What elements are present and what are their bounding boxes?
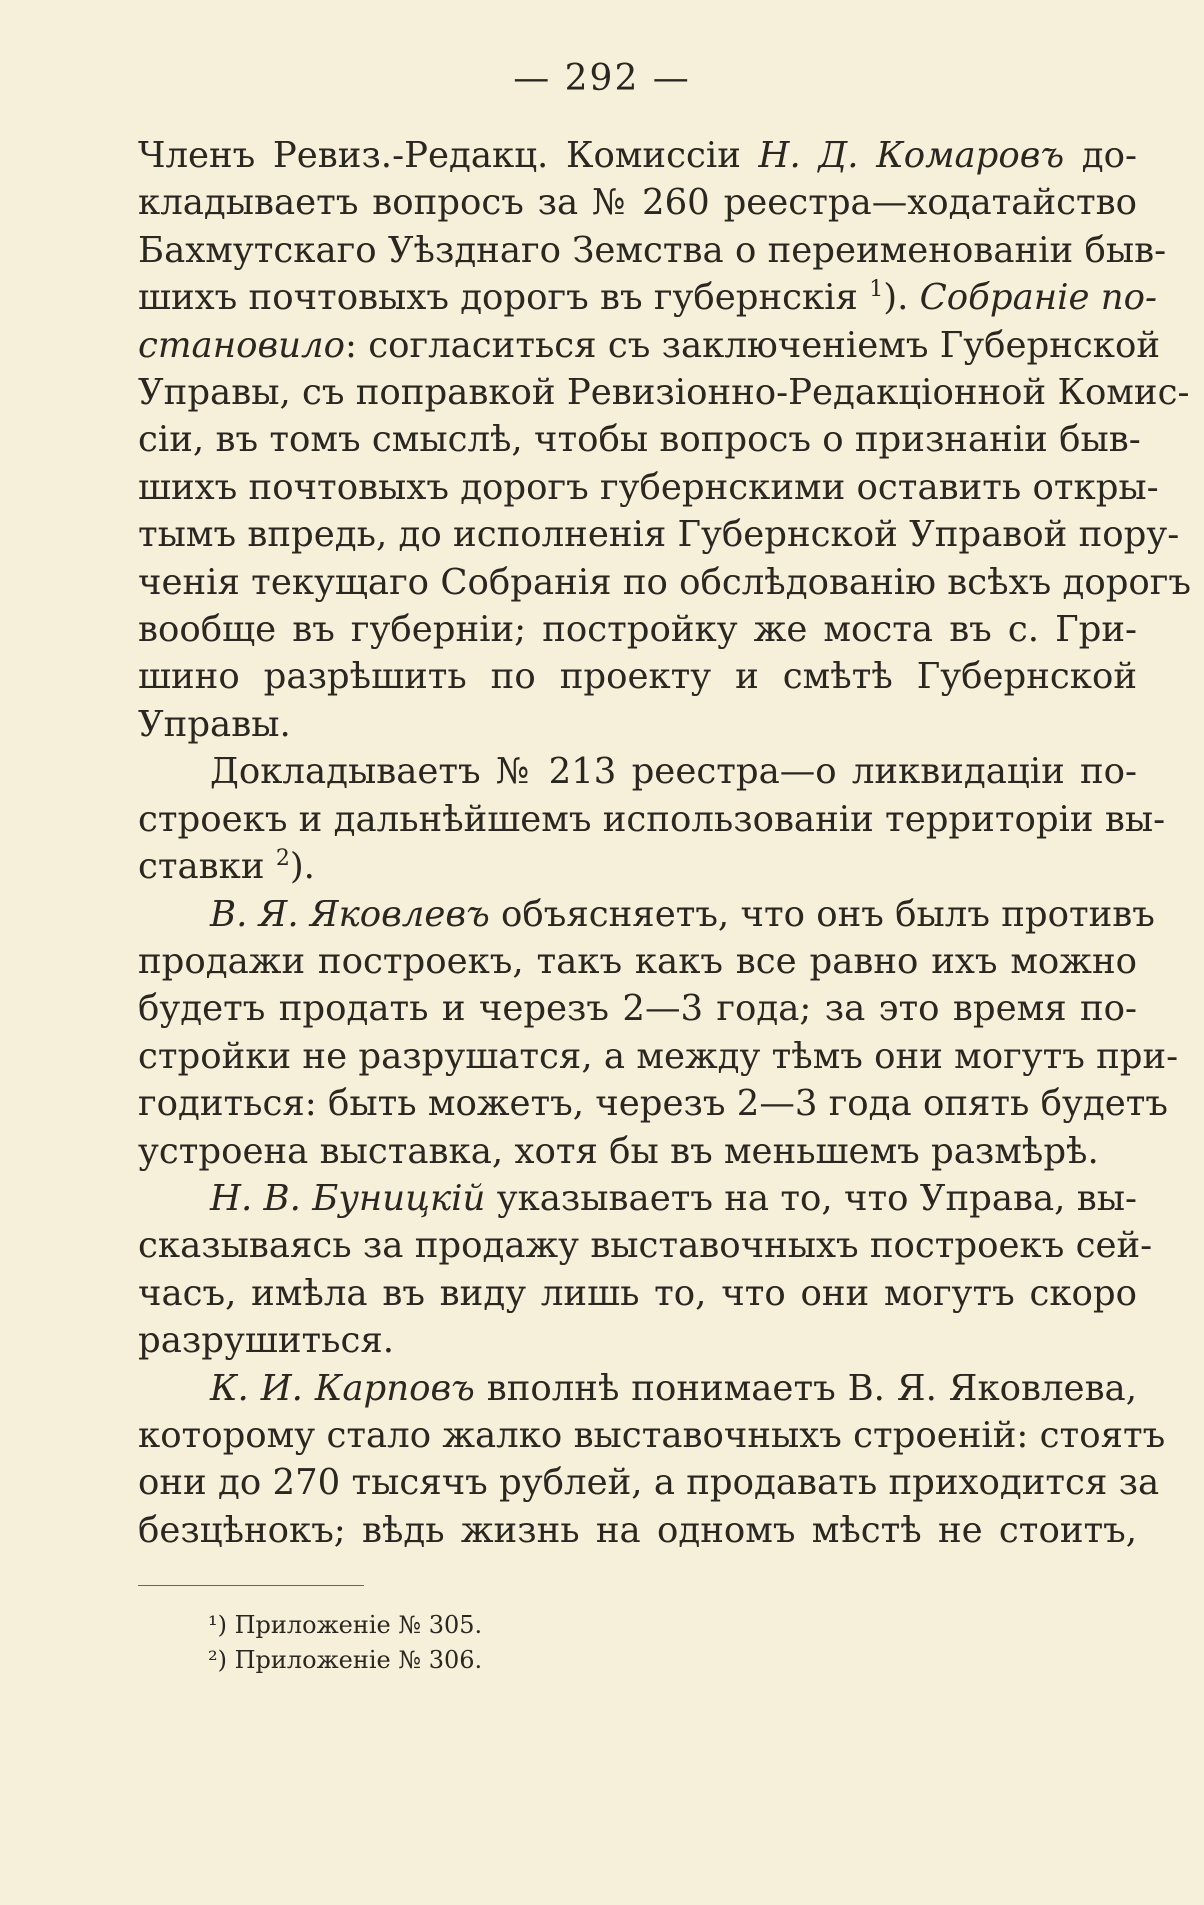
text-line <box>138 416 1141 463</box>
text-line <box>138 1270 1137 1317</box>
text-segment: : согласиться съ заключеніемъ Губернской <box>344 324 1161 366</box>
text-segment: годиться: быть можетъ, черезъ 2—3 года опять будетъ <box>138 1083 1169 1125</box>
italic-name: становило <box>138 324 345 366</box>
text-line <box>138 1412 1166 1459</box>
text-segment: вообще въ губерніи; постройку же моста въ с. Гри- <box>138 609 1137 651</box>
italic-name: К. И. Карповъ <box>210 1367 475 1409</box>
footnote-2: ²) Приложеніе № 306. <box>208 1646 483 1674</box>
footnote-marker: 1 <box>869 277 884 303</box>
text-segment: Членъ Ревиз.-Редакц. Комиссіи <box>138 135 759 176</box>
text-line <box>138 1175 1137 1222</box>
text-segment: ченія текущаго Собранія по обслѣдованію всѣхъ дорогъ <box>138 561 1191 603</box>
paragraph <box>138 891 1179 1175</box>
text-segment: сіи, въ томъ смыслѣ, чтобы вопросъ о признаніи быв- <box>138 419 1141 461</box>
text-segment: ставки <box>138 846 276 888</box>
text-line <box>138 1459 1160 1506</box>
page-number: — 292 — <box>513 58 691 99</box>
text-line <box>138 1317 1137 1364</box>
text-segment: вполнѣ понимаетъ В. Я. Яковлева, <box>474 1367 1138 1409</box>
text-segment: объясняетъ, что онъ былъ противъ <box>489 893 1155 935</box>
paragraph <box>138 1175 1153 1365</box>
text-line <box>138 985 1137 1032</box>
text-segment: Докладываетъ № 213 реестра—о ликвидаціи по- <box>210 751 1137 793</box>
text-segment: безцѣнокъ; вѣдь жизнь на одномъ мѣстѣ не стоитъ, <box>138 1509 1137 1551</box>
text-line <box>138 1507 1137 1554</box>
text-line <box>138 179 1137 226</box>
text-line <box>138 464 1159 511</box>
text-line <box>138 132 1137 179</box>
body-text <box>138 132 1191 1554</box>
italic-name: Н. Д. Комаровъ <box>758 135 1065 176</box>
paragraph <box>138 748 1166 890</box>
text-segment: ). <box>883 277 920 319</box>
text-line <box>138 1128 1137 1175</box>
text-line <box>138 748 1137 795</box>
text-line <box>138 511 1180 558</box>
text-line <box>138 559 1191 606</box>
text-line <box>138 938 1137 985</box>
text-segment: часъ, имѣла въ виду лишь то, что они могутъ скоро <box>138 1272 1137 1314</box>
footnote-1: ¹) Приложеніе № 305. <box>208 1611 483 1639</box>
text-segment: которому стало жалко выставочныхъ строеній: стоятъ <box>138 1414 1166 1456</box>
italic-name: Собраніе по- <box>919 277 1157 319</box>
paragraph <box>138 132 1191 748</box>
text-line <box>138 891 1155 938</box>
text-segment: стройки не разрушатся, а между тѣмъ они могутъ при- <box>138 1035 1179 1077</box>
text-segment: строекъ и дальнѣйшемъ использованіи территоріи вы- <box>138 798 1166 840</box>
text-segment: сказываясь за продажу выставочныхъ построекъ сей- <box>138 1225 1153 1267</box>
text-segment: будетъ продать и черезъ 2—3 года; за это время по- <box>138 988 1137 1030</box>
text-line <box>138 1033 1179 1080</box>
text-line <box>138 1222 1153 1269</box>
text-line <box>138 653 1137 700</box>
text-segment: шихъ почтовыхъ дорогъ въ губернскія <box>138 277 870 319</box>
text-segment: разрушиться. <box>138 1320 395 1362</box>
text-segment: тымъ впредь, до исполненія Губернской Управой пору- <box>138 514 1180 556</box>
text-segment: до- <box>1064 135 1137 176</box>
text-line <box>138 701 1137 748</box>
text-line <box>138 369 1190 416</box>
text-segment: шихъ почтовыхъ дорогъ губернскими оставить откры- <box>138 466 1159 508</box>
footnote-divider <box>138 1585 364 1586</box>
text-line <box>138 1365 1137 1412</box>
italic-name: Н. В. Буницкій <box>210 1177 486 1219</box>
text-segment: шино разрѣшить по проекту и смѣтѣ Губернской <box>138 656 1137 698</box>
text-segment: указываетъ на то, что Управа, вы- <box>485 1177 1137 1219</box>
text-line <box>138 796 1166 843</box>
text-segment: они до 270 тысячъ рублей, а продавать приходится за <box>138 1462 1160 1504</box>
text-line <box>138 322 1161 369</box>
text-segment: Управы. <box>138 703 291 745</box>
text-segment: Бахмутскаго Уѣзднаго Земства о переименованіи быв- <box>138 229 1167 271</box>
text-segment: продажи построекъ, такъ какъ все равно ихъ можно <box>138 940 1137 982</box>
text-line <box>138 1080 1169 1127</box>
text-line <box>138 606 1137 653</box>
paragraph <box>138 1365 1166 1555</box>
italic-name: В. Я. Яковлевъ <box>210 893 490 935</box>
text-segment: кладываетъ вопросъ за № 260 реестра—ходатайство <box>138 182 1137 224</box>
text-segment: устроена выставка, хотя бы въ меньшемъ размѣрѣ. <box>138 1130 1099 1172</box>
text-line <box>138 843 1137 890</box>
footnotes <box>208 1608 482 1678</box>
footnote-marker: 2 <box>275 846 290 872</box>
text-segment: ). <box>289 846 315 888</box>
text-line <box>138 227 1167 274</box>
text-line <box>138 274 1157 321</box>
text-segment: Управы, съ поправкой Ревизіонно-Редакціонной Комис- <box>138 372 1190 414</box>
